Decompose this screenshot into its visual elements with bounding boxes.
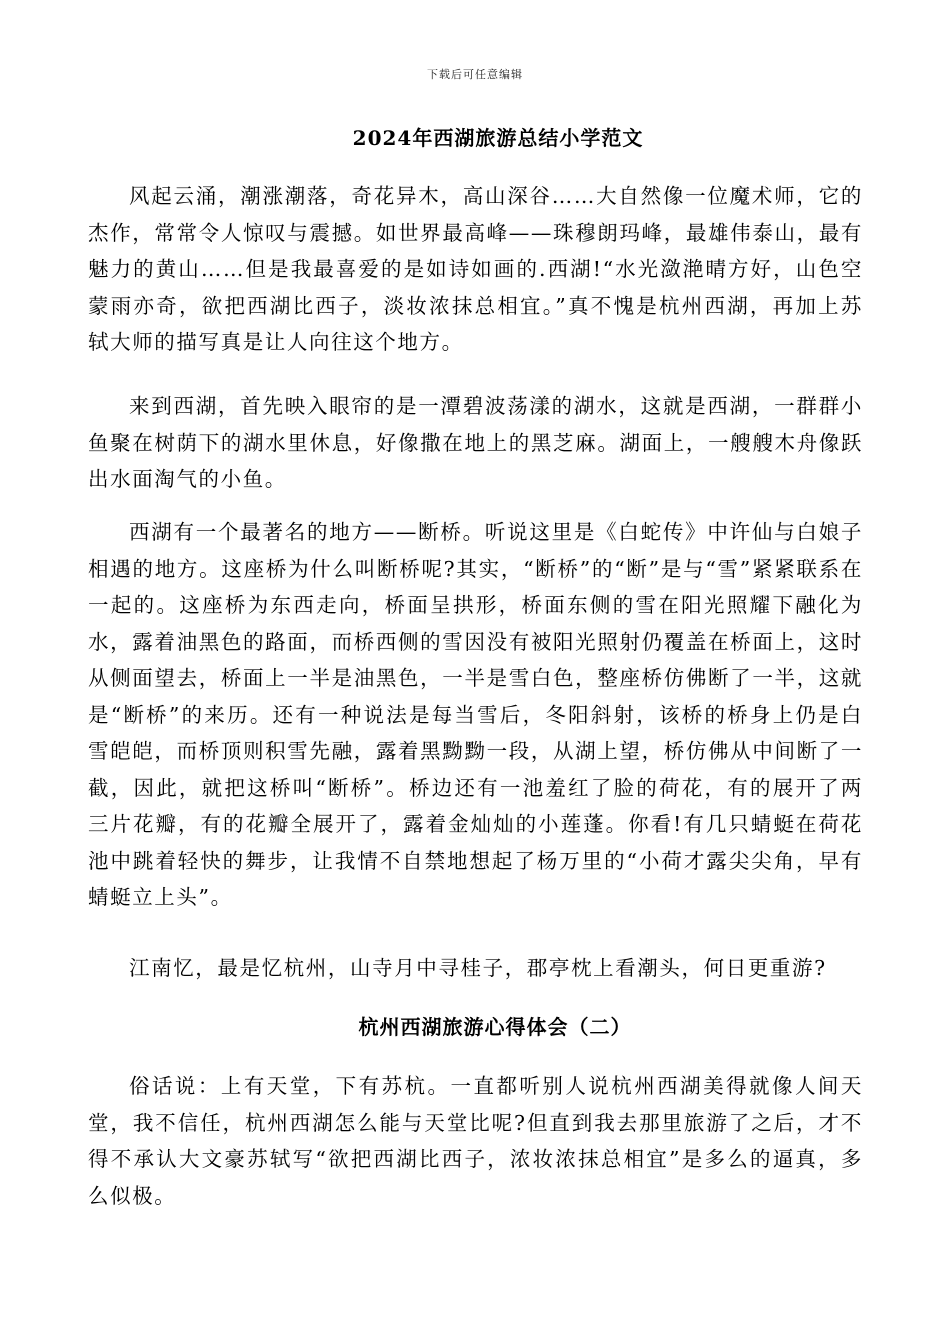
paragraph-lake: 来到西湖，首先映入眼帘的是一潭碧波荡漾的湖水，这就是西湖，一群群小鱼聚在树荫下的湖水里休息，好像撒在地上的黑芝麻。湖面上，一艘艘木舟像跃出水面淘气的小鱼。 <box>88 394 863 491</box>
paragraph-closing-poem: 江南忆，最是忆杭州，山寺月中寻桂子，郡亭枕上看潮头，何日更重游? <box>129 956 827 980</box>
section-title: 杭州西湖旅游心得体会（二） <box>358 1015 632 1039</box>
header-note: 下载后可任意编辑 <box>427 68 523 81</box>
paragraph-intro: 风起云涌，潮涨潮落，奇花异木，高山深谷……大自然像一位魔术师，它的杰作，常常令人惊叹与震撼。如世界最高峰——珠穆朗玛峰，最雄伟泰山，最有魅力的黄山……但是我最喜爱的是如诗如画的.西湖!“水光潋滟晴方好，山色空蒙雨亦奇，欲把西湖比西子，淡妆浓抹总相宜。”真不愧是杭州西湖，再加上苏轼大师的描写真是让人向往这个地方。 <box>88 184 863 354</box>
paragraph-section-intro: 俗话说：上有天堂，下有苏杭。一直都听别人说杭州西湖美得就像人间天堂，我不信任，杭州西湖怎么能与天堂比呢?但直到我去那里旅游了之后，才不得不承认大文豪苏轼写“欲把西湖比西子，浓妆浓抹总相宜”是多么的逼真，多么似极。 <box>88 1074 863 1208</box>
document-title: 2024年西湖旅游总结小学范文 <box>352 126 644 150</box>
paragraph-broken-bridge: 西湖有一个最著名的地方——断桥。听说这里是《白蛇传》中许仙与白娘子相遇的地方。这座桥为什么叫断桥呢?其实，“断桥”的“断”是与“雪”紧紧联系在一起的。这座桥为东西走向，桥面呈拱形，桥面东侧的雪在阳光照耀下融化为水，露着油黑色的路面，而桥西侧的雪因没有被阳光照射仍覆盖在桥面上，这时从侧面望去，桥面上一半是油黑色，一半是雪白色，整座桥仿佛断了一半，这就是“断桥”的来历。还有一种说法是每当雪后，冬阳斜射，该桥的桥身上仍是白雪皑皑，而桥顶则积雪先融，露着黑黝黝一段，从湖上望，桥仿佛从中间断了一截，因此，就把这桥叫“断桥”。桥边还有一池羞红了脸的荷花，有的展开了两三片花瓣，有的花瓣全展开了，露着金灿灿的小莲蓬。你看!有几只蜻蜓在荷花池中跳着轻快的舞步，让我情不自禁地想起了杨万里的“小荷才露尖尖角，早有蜻蜓立上头”。 <box>88 520 863 909</box>
